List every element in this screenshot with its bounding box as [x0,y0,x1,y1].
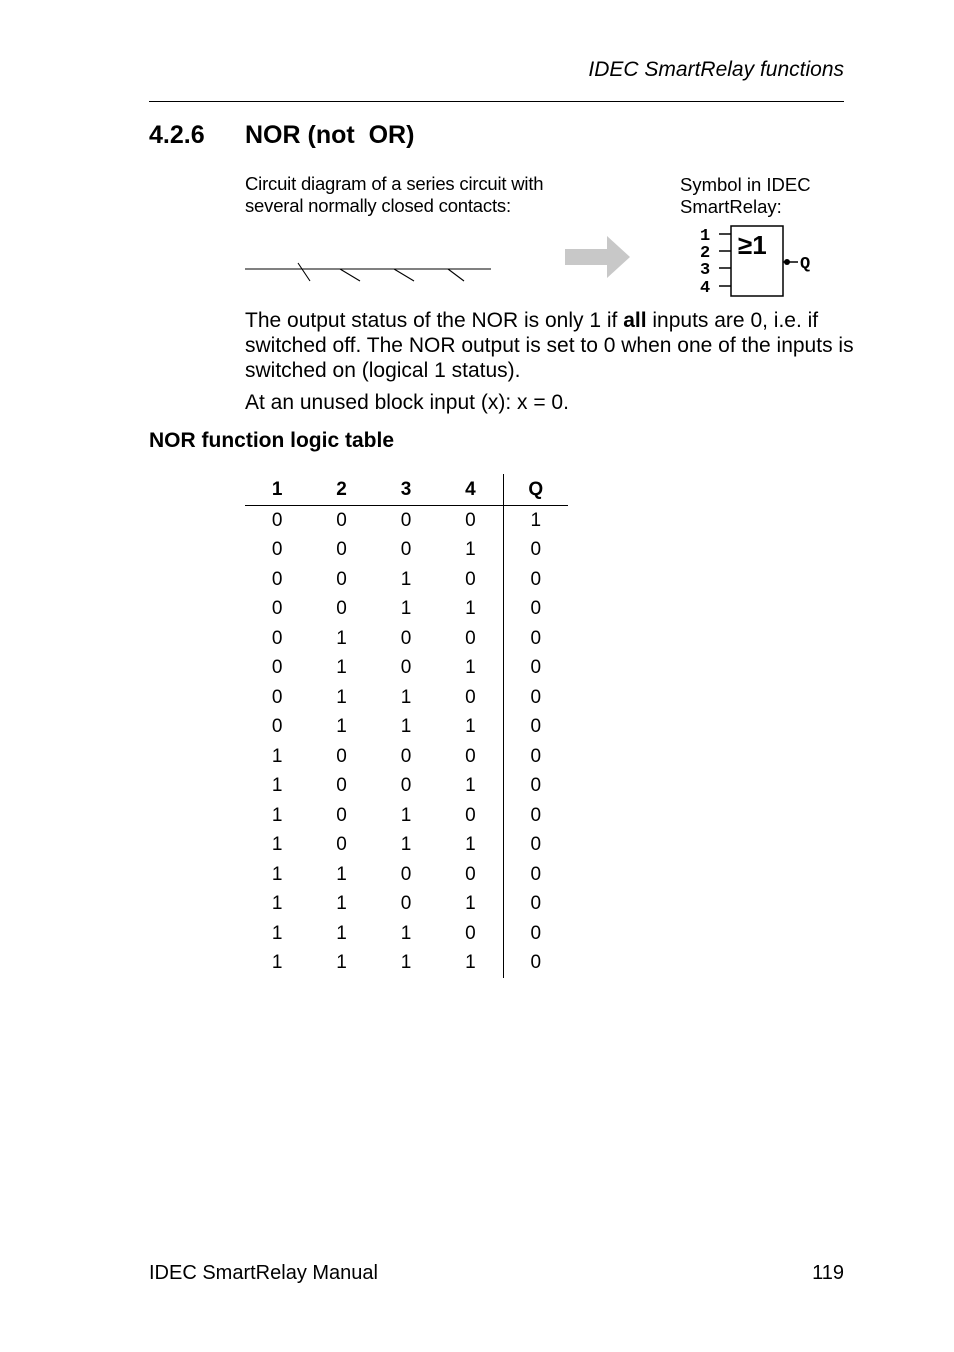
input-cell: 1 [465,657,476,679]
description-bold-all: all [623,309,647,332]
output-cell: 0 [503,801,568,831]
input-cell: 1 [465,598,476,620]
footer-manual-title: IDEC SmartRelay Manual [149,1262,378,1284]
input-cell: 1 [271,804,283,826]
running-header: IDEC SmartRelay functions [588,58,844,81]
contact-3-blade [394,269,414,281]
column-header: 1 [245,474,309,506]
input-cell: 1 [400,716,412,738]
table-header-row [245,474,568,506]
input-cell: 0 [465,804,476,826]
description-text-2: inputs are 0, i.e. if switched off. The NOR output is set to 0 when one of the inputs is switched on (logical 1 status). [245,309,854,382]
page-number: 119 [812,1262,844,1284]
input-cell: 0 [400,627,412,649]
input-cell: 0 [271,657,283,679]
input-cell: 0 [465,745,476,767]
table-row [245,713,568,743]
input-cell: 0 [336,804,347,826]
table-row [245,919,568,949]
output-cell: 0 [503,595,568,625]
input-cell: 1 [271,952,283,974]
input-cell: 0 [465,568,476,590]
input-label-2: 2 [700,244,711,263]
input-cell: 0 [400,745,412,767]
input-cell: 1 [336,922,347,944]
symbol-caption [680,174,811,218]
input-cell: 1 [271,775,283,797]
table-row [245,772,568,802]
arrow-shape [565,236,630,278]
input-cell: 0 [400,893,412,915]
description-text-1: The output status of the NOR is only 1 if [245,309,624,332]
input-cell: 1 [271,922,283,944]
input-cell: 1 [465,539,476,561]
column-header: 2 [309,474,373,506]
input-cell: 1 [400,568,412,590]
table-row [245,949,568,979]
contact-1-blade [298,263,310,281]
input-cell: 1 [271,745,283,767]
table-row [245,506,568,536]
header-rule [149,101,844,102]
input-cell: 0 [336,775,347,797]
input-cell: 1 [465,952,476,974]
nor-block-symbol [688,222,828,302]
table-row [245,595,568,625]
circuit-caption-line1: Circuit diagram of a series circuit with [245,173,544,194]
input-cell: 0 [336,509,347,531]
symbol-caption-line1: Symbol in IDEC [680,174,811,195]
symbol-caption-line2: SmartRelay: [680,196,782,217]
input-label-4: 4 [700,279,711,298]
input-cell: 0 [271,598,283,620]
input-cell: 0 [336,834,347,856]
input-cell: 0 [465,509,476,531]
input-cell: 1 [465,834,476,856]
description-paragraph [245,308,865,383]
table-row [245,860,568,890]
input-cell: 0 [336,598,347,620]
input-cell: 1 [336,952,347,974]
input-cell: 1 [336,893,347,915]
nor-logic-table [245,474,568,978]
output-cell: 0 [503,772,568,802]
section-title: NOR (not OR) [245,121,415,149]
series-nc-contacts-diagram [240,255,496,289]
output-cell: 0 [503,890,568,920]
input-cell: 0 [271,716,283,738]
input-cell: 1 [465,775,476,797]
input-cell: 0 [271,509,283,531]
table-row [245,683,568,713]
table-heading: NOR function logic table [149,429,394,452]
contact-2-blade [340,269,360,281]
circuit-caption-line2: several normally closed contacts: [245,195,511,216]
input-cell: 1 [336,716,347,738]
input-cell: 1 [400,686,412,708]
input-cell: 0 [400,657,412,679]
table-row [245,742,568,772]
input-cell: 0 [465,922,476,944]
input-cell: 0 [400,863,412,885]
input-cell: 0 [271,627,283,649]
input-cell: 1 [465,716,476,738]
output-cell: 0 [503,536,568,566]
input-cell: 0 [271,539,283,561]
input-cell: 1 [400,834,412,856]
table-row [245,831,568,861]
output-cell: 0 [503,949,568,979]
output-cell: 0 [503,713,568,743]
input-label-3: 3 [700,261,711,280]
input-cell: 1 [336,863,347,885]
right-arrow-icon [562,232,632,282]
table-row [245,890,568,920]
input-cell: 0 [271,686,283,708]
output-label: Q [800,255,811,274]
input-cell: 1 [271,834,283,856]
output-cell: 0 [503,565,568,595]
input-cell: 1 [400,598,412,620]
input-cell: 0 [336,745,347,767]
input-cell: 0 [465,863,476,885]
unused-input-note: At an unused block input (x): x = 0. [245,391,569,414]
output-cell: 0 [503,860,568,890]
input-cell: 1 [400,804,412,826]
circuit-caption [245,173,543,217]
input-cell: 1 [336,686,347,708]
input-cell: 1 [271,893,283,915]
input-cell: 1 [465,893,476,915]
input-cell: 1 [271,863,283,885]
input-cell: 0 [400,539,412,561]
output-cell: 0 [503,624,568,654]
table-row [245,654,568,684]
output-cell: 0 [503,831,568,861]
input-cell: 0 [271,568,283,590]
table-row [245,565,568,595]
column-header: 4 [438,474,503,506]
input-cell: 0 [336,568,347,590]
column-header: 3 [374,474,438,506]
output-cell: 0 [503,654,568,684]
input-label-1: 1 [700,227,711,246]
contact-4-blade [448,269,464,281]
output-cell: 0 [503,742,568,772]
input-cell: 1 [400,922,412,944]
section-number: 4.2.6 [149,121,205,149]
output-cell: 1 [503,506,568,536]
input-cell: 1 [336,657,347,679]
input-cell: 1 [336,627,347,649]
output-cell: 0 [503,683,568,713]
table-row [245,536,568,566]
negation-dot [784,259,790,265]
input-cell: 0 [336,539,347,561]
input-cell: 1 [400,952,412,974]
table-row [245,624,568,654]
table-row [245,801,568,831]
input-cell: 0 [465,627,476,649]
input-cell: 0 [400,509,412,531]
function-label: ≥1 [738,230,767,260]
input-cell: 0 [465,686,476,708]
input-cell: 0 [400,775,412,797]
column-header-output: Q [503,474,568,506]
output-cell: 0 [503,919,568,949]
